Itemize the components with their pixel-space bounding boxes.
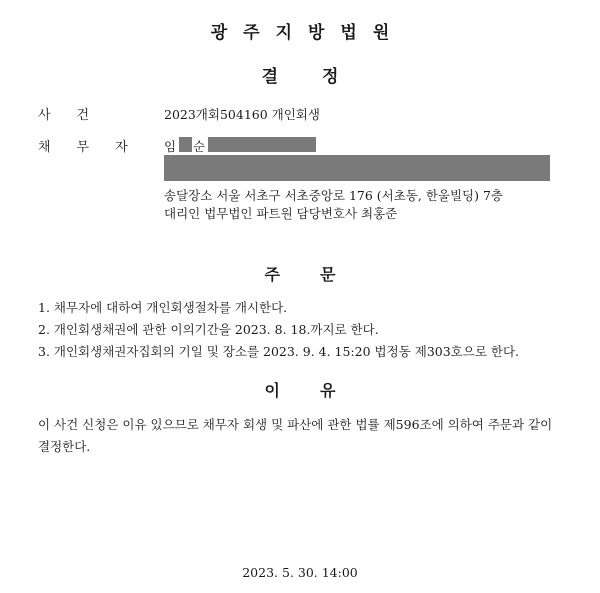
- redaction-debtor-id: [208, 137, 316, 152]
- document-type: 결정: [261, 67, 383, 87]
- order-heading: 주문: [264, 265, 376, 284]
- legal-agent: 대리인 법무법인 파트원 담당변호사 최홍준: [164, 206, 398, 221]
- case-label: 사건: [38, 108, 116, 123]
- debtor-label: 채무자: [38, 140, 154, 155]
- reason-heading: 이유: [264, 381, 376, 400]
- debtor-name-prefix: 임: [164, 139, 177, 154]
- decision-date: 2023. 5. 30. 14:00: [242, 565, 358, 580]
- reason-text: 이 사건 신청은 이유 있으므로 채무자 회생 및 파산에 관한 법률 제596조에 의하여 주문과 같이 결정한다.: [38, 417, 553, 454]
- delivery-address: 송달장소 서울 서초구 서초중앙로 176 (서초동, 한울빌딩) 7층: [164, 188, 504, 203]
- order-item-1: 1. 채무자에 대하여 개인회생절차를 개시한다.: [38, 300, 288, 315]
- redaction-name-middle: [179, 137, 192, 152]
- order-item-3: 3. 개인회생채권자집회의 기일 및 장소를 2023. 9. 4. 15:20 법정동 제303호으로 한다.: [38, 344, 520, 359]
- order-item-2: 2. 개인회생채권에 관한 이의기간을 2023. 8. 18.까지로 한다.: [38, 322, 379, 337]
- debtor-name-suffix: 순: [193, 139, 206, 154]
- redaction-address: [164, 155, 550, 181]
- court-name: 광주지방법원: [210, 23, 406, 43]
- case-number: 2023개회504160 개인회생: [164, 107, 320, 122]
